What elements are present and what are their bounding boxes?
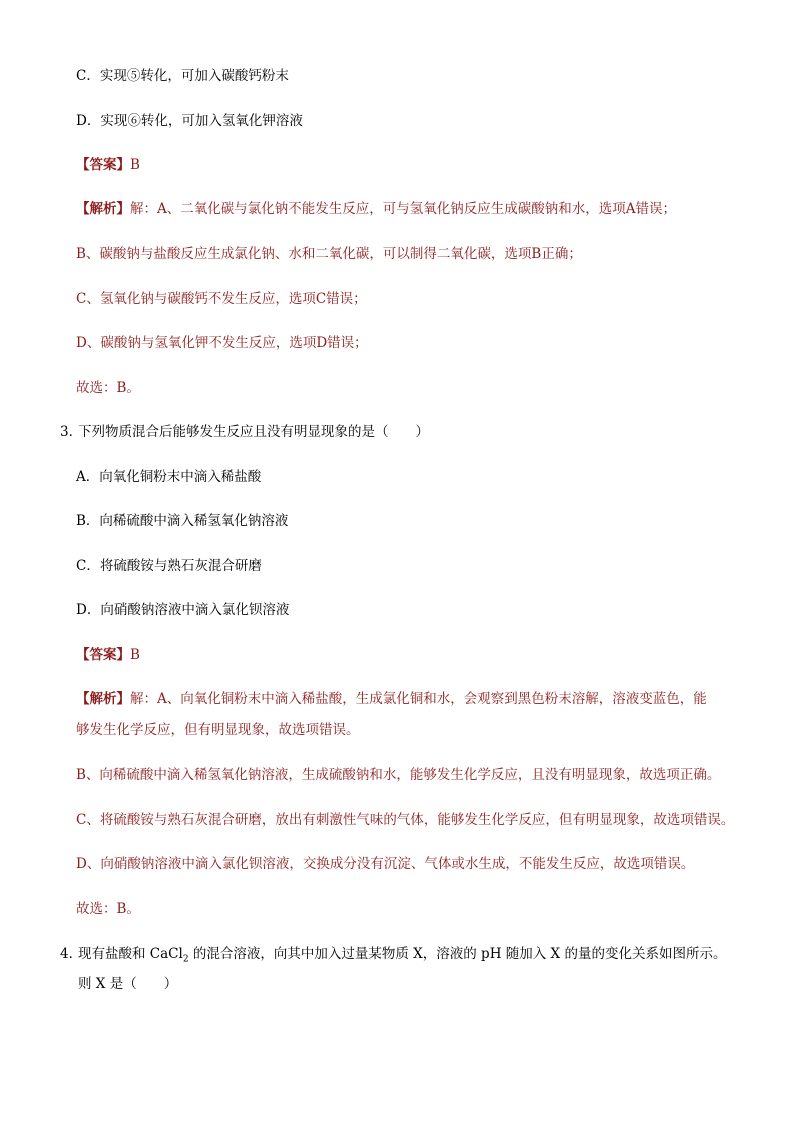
q3-analysis-line-4: C、将硫酸铵与熟石灰混合研磨，放出有刺激性气味的气体，能够发生化学反应，但有明显现象，故选项错误。 xyxy=(76,812,735,828)
q3-answer-tag: 【答案】 xyxy=(76,647,130,663)
q3-answer-value: B xyxy=(130,647,140,663)
q3-analysis-line-5: D、向硝酸钠溶液中滴入氯化钡溶液，交换成分没有沉淀、气体或水生成，不能发生反应，故选项错误。 xyxy=(76,856,695,872)
q3-analysis-line-1 xyxy=(76,690,707,708)
q3-option-a: A．向氧化铜粉末中滴入稀盐酸 xyxy=(76,469,262,485)
q4-stem-b: 的混合溶液，向其中加入过量某物质 X，溶液的 pH 随加入 X 的量的变化关系如图所示。 xyxy=(188,946,727,962)
question-4-stem-line-2: 则 X 是（ ） xyxy=(78,976,178,992)
question-4-stem xyxy=(78,945,726,969)
q3-answer-line xyxy=(76,646,140,664)
answer-value: B xyxy=(130,157,140,173)
q3-option-b: B．向稀硫酸中滴入稀氢氧化钠溶液 xyxy=(76,513,289,529)
conclusion: 故选：B。 xyxy=(76,380,140,396)
answer-tag: 【答案】 xyxy=(76,157,130,173)
q4-stem-sub: 2 xyxy=(182,954,189,965)
q3-analysis-line-2: 够发生化学反应，但有明显现象，故选项错误。 xyxy=(76,722,360,738)
question-3-number: 3． xyxy=(60,424,83,440)
option-d: D．实现⑥转化，可加入氢氧化钾溶液 xyxy=(76,113,303,129)
option-c: C．实现⑤转化，可加入碳酸钙粉末 xyxy=(76,68,289,84)
q3-analysis-tag: 【解析】 xyxy=(76,691,130,707)
analysis-text: 解：A、二氧化碳与氯化钠不能发生反应，可与氢氧化钠反应生成碳酸钠和水，选项A错误； xyxy=(130,201,676,217)
analysis-line-3: C、氢氧化钠与碳酸钙不发生反应，选项C错误； xyxy=(76,291,367,307)
question-3-stem: 下列物质混合后能够发生反应且没有明显现象的是（ ） xyxy=(78,424,429,440)
answer-line xyxy=(76,156,140,174)
q3-analysis-line-3: B、向稀硫酸中滴入稀氢氧化钠溶液，生成硫酸钠和水，能够发生化学反应，且没有明显现象，故选项正确。 xyxy=(76,767,721,783)
analysis-line-4: D、碳酸钠与氢氧化钾不发生反应，选项D错误； xyxy=(76,335,368,351)
analysis-tag: 【解析】 xyxy=(76,201,130,217)
q4-stem-a: 现有盐酸和 CaCl xyxy=(78,946,183,962)
q3-analysis-text: 解：A、向氧化铜粉末中滴入稀盐酸，生成氯化铜和水，会观察到黑色粉末溶解，溶液变蓝色，能 xyxy=(130,691,707,707)
question-4-number: 4． xyxy=(60,946,83,962)
q3-option-d: D．向硝酸钠溶液中滴入氯化钡溶液 xyxy=(76,602,290,618)
q3-conclusion: 故选：B。 xyxy=(76,901,140,917)
analysis-line-1 xyxy=(76,200,676,218)
analysis-line-2: B、碳酸钠与盐酸反应生成氯化钠、水和二氧化碳，可以制得二氧化碳，选项B正确； xyxy=(76,246,582,262)
q3-option-c: C．将硫酸铵与熟石灰混合研磨 xyxy=(76,558,262,574)
